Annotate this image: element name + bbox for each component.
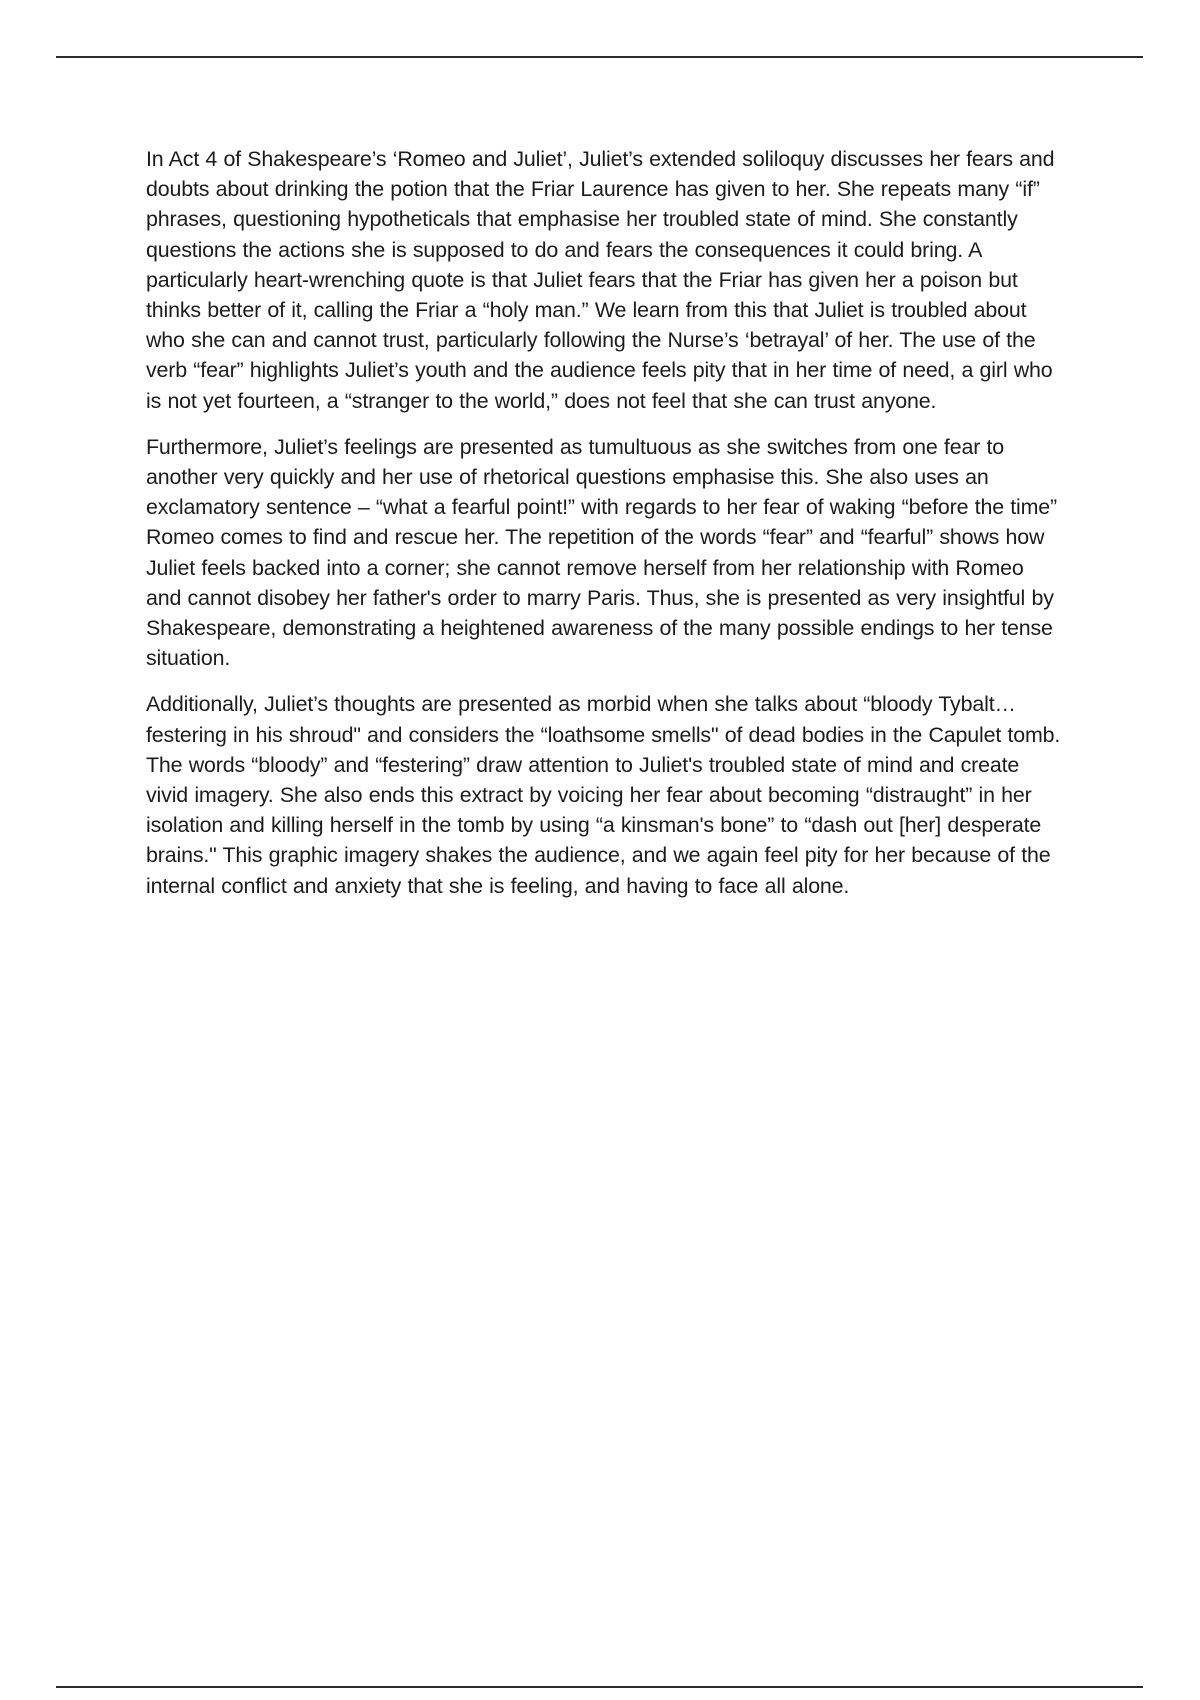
paragraph-2: Furthermore, Juliet’s feelings are presented as tumultuous as she switches from one fear to another very quickly and her use of rhetorical questions emphasise this. She also uses an exclamatory sentence – “what a fearful point!” with regards to her fear of waking “before the time” Romeo comes to find and rescue her. The repetition of the words “fear” and “fearful” shows how Juliet feels backed into a corner; she cannot remove herself from her relationship with Romeo and cannot disobey her father's order to marry Paris. Thus, she is presented as very insightful by Shakespeare, demonstrating a heightened awareness of the many possible endings to her tense situation. (146, 434, 1058, 671)
paragraph-3: Additionally, Juliet’s thoughts are presented as morbid when she talks about “bloody Tybalt… festering in his shroud" and considers the “loathsome smells" of dead bodies in the Capulet tomb. The words “bloody” and “festering” draw attention to Juliet's troubled state of mind and create vivid imagery. She also ends this extract by voicing her fear about becoming “distraught” in her isolation and killing herself in the tomb by using “a kinsman's bone” to “dash out [her] desperate brains." This graphic imagery shakes the audience, and we again feel pity for her because of the internal conflict and anxiety that she is feeling, and having to face all alone. (146, 692, 1061, 898)
header-rule (56, 56, 1143, 58)
footer-rule (56, 1686, 1143, 1688)
paragraph-1: In Act 4 of Shakespeare’s ‘Romeo and Juliet’, Juliet’s extended soliloquy discusses her fears and doubts about drinking the potion that the Friar Laurence has given to her. She repeats many “if” phrases, questioning hypotheticals that emphasise her troubled state of mind. She constantly questions the actions she is supposed to do and fears the consequences it could bring. A particularly heart-wrenching quote is that Juliet fears that the Friar has given her a poison but thinks better of it, calling the Friar a “holy man.” We learn from this that Juliet is troubled about who she can and cannot trust, particularly following the Nurse’s ‘betrayal’ of her. The use of the verb “fear” highlights Juliet’s youth and the audience feels pity that in her time of need, a girl who is not yet fourteen, a “stranger to the world,” does not feel that she can trust anyone. (146, 147, 1055, 413)
essay-body (146, 144, 1061, 917)
